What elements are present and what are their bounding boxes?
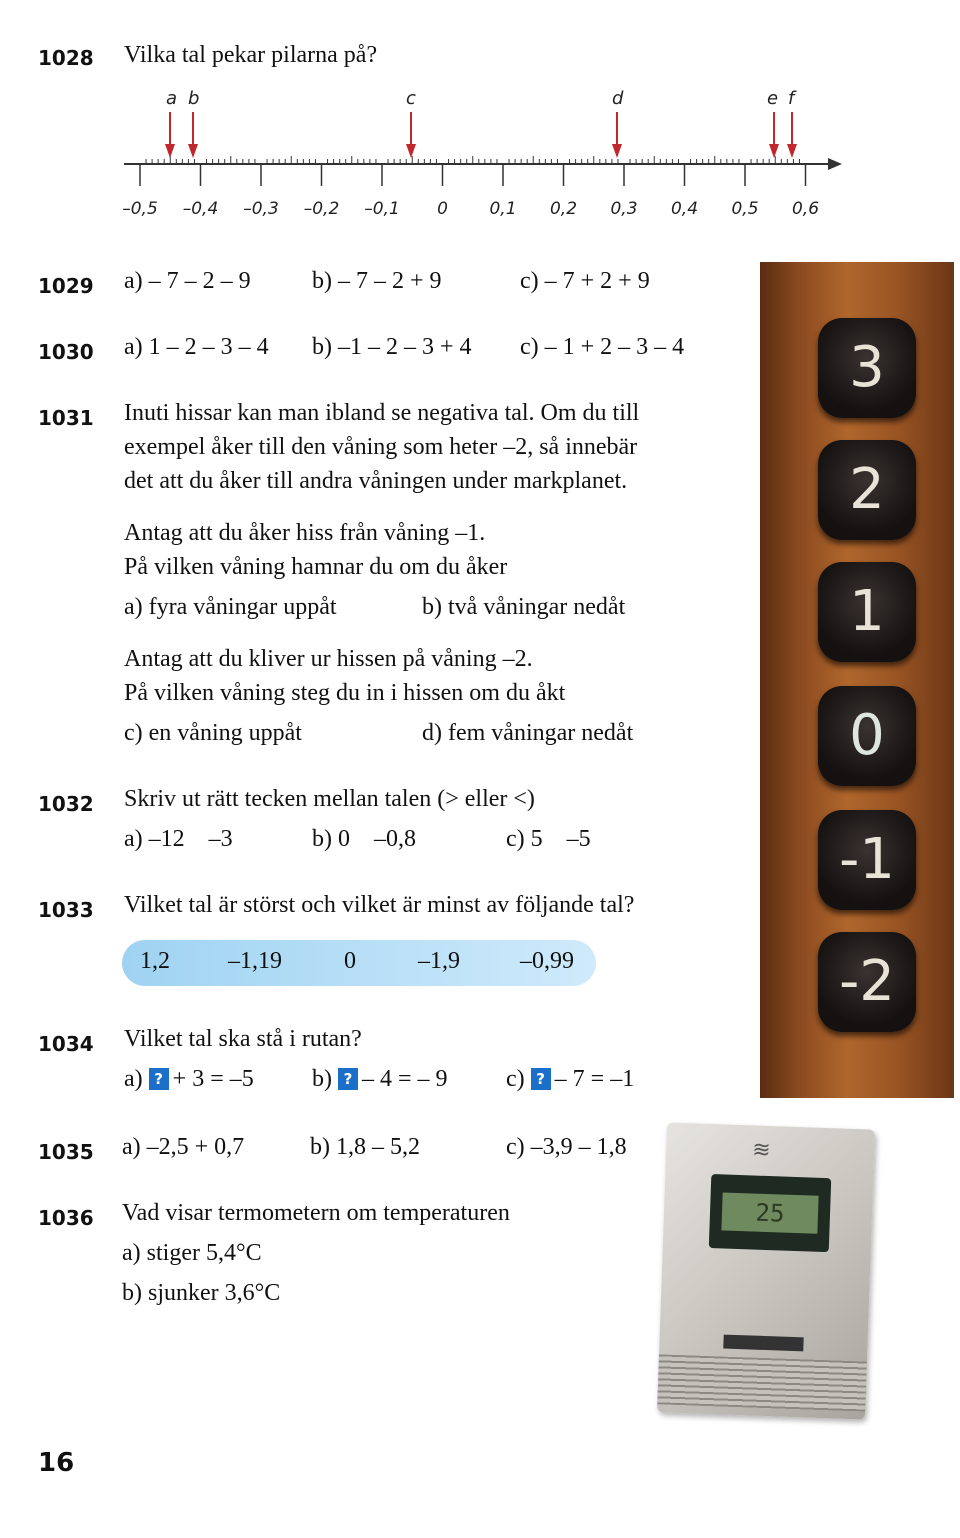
exercise-number: 1028	[38, 46, 94, 70]
arrow-label-a: a	[166, 88, 178, 109]
exercise-text: Skriv ut rätt tecken mellan talen (> eller <)	[124, 786, 535, 812]
exercise-number: 1029	[38, 274, 94, 298]
arrow-label-d: d	[612, 88, 624, 109]
subtask-label: a)	[124, 1066, 143, 1092]
tick-label: 0,5	[731, 199, 759, 219]
tick-label: –0,4	[182, 199, 219, 219]
page-number: 16	[38, 1448, 75, 1478]
exercise-number: 1035	[38, 1140, 94, 1164]
box-value: 1,2	[140, 948, 170, 974]
subtask-c: c) –3,9 – 1,8	[506, 1134, 627, 1160]
exercise-text-line: det att du åker till andra våningen under markplanet.	[124, 468, 628, 494]
display-value: 25	[721, 1192, 818, 1233]
exercise-text-line: På vilken våning steg du in i hissen om du åkt	[124, 680, 566, 706]
elevator-button: -1	[818, 810, 916, 910]
number-line	[100, 80, 860, 225]
wireless-icon: ≋	[751, 1137, 772, 1164]
tick-label: 0,6	[791, 199, 820, 219]
arrow-label-b: b	[188, 88, 200, 109]
exercise-text-line: exempel åker till den våning som heter –2, så innebär	[124, 434, 638, 460]
box-value: –1,9	[418, 948, 460, 974]
exercise-number: 1031	[38, 406, 94, 430]
subtask-a: a) – 7 – 2 – 9	[124, 268, 251, 294]
exercise-text-line: På vilken våning hamnar du om du åker	[124, 554, 508, 580]
subtask-a: a) –2,5 + 0,7	[122, 1134, 245, 1160]
exercise-text: Vilket tal ska stå i rutan?	[124, 1026, 362, 1052]
box-value: –1,19	[228, 948, 282, 974]
subtask-c: c) en våning uppåt	[124, 720, 302, 746]
brand-logo	[723, 1335, 803, 1352]
subtask-a: a) 1 – 2 – 3 – 4	[124, 334, 269, 360]
arrow-label-f: f	[788, 88, 795, 109]
elevator-panel-photo	[760, 262, 954, 1098]
tick-label: 0,2	[549, 199, 578, 219]
exercise-number: 1033	[38, 898, 94, 922]
question-box-icon: ?	[531, 1068, 551, 1090]
tick-label: –0,1	[364, 199, 400, 219]
tick-label: 0	[437, 199, 448, 219]
tick-label: –0,5	[122, 199, 158, 219]
arrow-label-c: c	[406, 88, 416, 109]
tick-label: –0,3	[243, 199, 279, 219]
subtask-a	[124, 1066, 254, 1093]
arrow-head-icon	[165, 144, 175, 158]
thermometer-photo	[657, 1122, 875, 1419]
subtask-a: a) fyra våningar uppåt	[124, 594, 337, 620]
subtask-b: b) – 7 – 2 + 9	[312, 268, 442, 294]
question-box-icon: ?	[149, 1068, 169, 1090]
arrow-labels	[166, 88, 797, 109]
elevator-button: 0	[818, 686, 916, 786]
subtask-c: c) – 7 + 2 + 9	[520, 268, 650, 294]
exercise-text: Vilka tal pekar pilarna på?	[124, 42, 378, 68]
tick-label: –0,2	[303, 199, 340, 219]
equation: – 7 = –1	[554, 1066, 635, 1092]
subtask-d: d) fem våningar nedåt	[422, 720, 634, 746]
subtask-b: b) 1,8 – 5,2	[310, 1134, 420, 1160]
subtask-b: b) sjunker 3,6°C	[122, 1280, 281, 1306]
exercise-number: 1036	[38, 1206, 94, 1230]
exercise-text: Vad visar termometern om temperaturen	[122, 1200, 510, 1226]
tick-label: 0,3	[610, 199, 638, 219]
exercise-number: 1034	[38, 1032, 94, 1056]
exercise-number: 1032	[38, 792, 94, 816]
exercise-text-line: Antag att du åker hiss från våning –1.	[124, 520, 486, 546]
box-value: 0	[344, 948, 356, 974]
box-value: –0,99	[520, 948, 574, 974]
subtask-b: b) 0 –0,8	[312, 826, 416, 852]
subtask-a: a) stiger 5,4°C	[122, 1240, 262, 1266]
arrow-head-icon	[787, 144, 797, 158]
equation: – 4 = – 9	[362, 1066, 448, 1092]
subtask-b: b) –1 – 2 – 3 + 4	[312, 334, 472, 360]
thermometer-display	[709, 1174, 832, 1252]
arrow-head-icon	[406, 144, 416, 158]
elevator-button: -2	[818, 932, 916, 1032]
subtask-b	[312, 1066, 448, 1093]
elevator-button: 1	[818, 562, 916, 662]
exercise-number: 1030	[38, 340, 94, 364]
subtask-c	[506, 1066, 634, 1093]
subtask-b: b) två våningar nedåt	[422, 594, 626, 620]
axis-arrowhead-icon	[828, 158, 842, 170]
tick-marks	[140, 156, 806, 186]
tick-label: 0,1	[489, 199, 517, 219]
subtask-a: a) –12 –3	[124, 826, 233, 852]
subtask-label: b)	[312, 1066, 332, 1092]
subtask-label: c)	[506, 1066, 525, 1092]
subtask-c: c) – 1 + 2 – 3 – 4	[520, 334, 685, 360]
elevator-button: 2	[818, 440, 916, 540]
elevator-button: 3	[818, 318, 916, 418]
arrow-label-e: e	[767, 88, 779, 109]
tick-label: 0,4	[670, 199, 699, 219]
exercise-text-line: Antag att du kliver ur hissen på våning –2.	[124, 646, 533, 672]
question-box-icon: ?	[338, 1068, 358, 1090]
arrow-head-icon	[769, 144, 779, 158]
exercise-text: Vilket tal är störst och vilket är minst av följande tal?	[124, 892, 635, 918]
exercise-text-line: Inuti hissar kan man ibland se negativa tal. Om du till	[124, 400, 640, 426]
speaker-grille	[657, 1354, 867, 1411]
arrow-head-icon	[612, 144, 622, 158]
subtask-c: c) 5 –5	[506, 826, 591, 852]
equation: + 3 = –5	[172, 1066, 254, 1092]
arrow-head-icon	[188, 144, 198, 158]
tick-labels	[122, 199, 819, 219]
red-arrows	[165, 112, 797, 158]
